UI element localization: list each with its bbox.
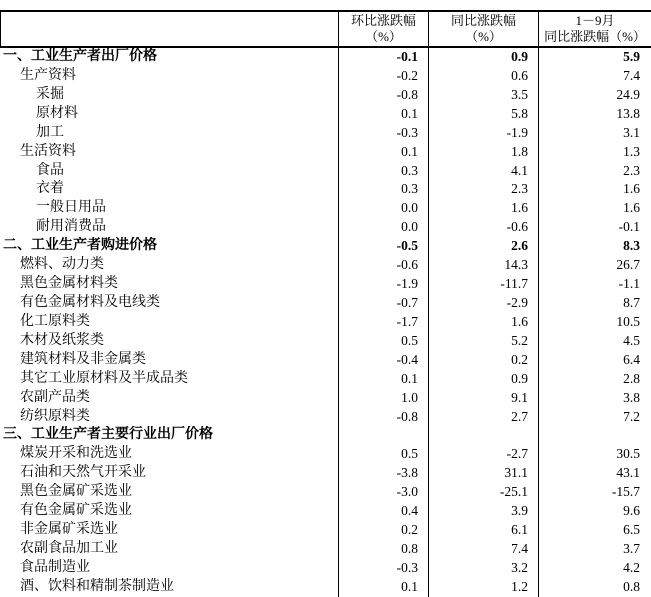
row-label: 农副食品加工业: [20, 540, 118, 556]
row-label: 一、工业生产者出厂价格: [3, 49, 157, 64]
table-row: [0, 370, 651, 389]
price-index-table: [0, 10, 651, 597]
cell-yoy: -2.9: [428, 294, 538, 313]
row-label: 采掘: [36, 86, 64, 102]
row-label: 耐用消费品: [36, 219, 106, 235]
cell-mom: 0.3: [338, 162, 428, 181]
table-row: [0, 445, 651, 464]
cell-yoy: 1.8: [428, 143, 538, 162]
cell-yoy: 9.1: [428, 389, 538, 408]
header-mom-line2: （%）: [365, 29, 402, 44]
cell-yoy: 0.9: [428, 370, 538, 389]
cell-yoy: 3.9: [428, 502, 538, 521]
table-row: [0, 389, 651, 408]
cell-ytd: -15.7: [538, 483, 651, 502]
cell-ytd: 3.7: [538, 540, 651, 559]
cell-mom: -3.8: [338, 464, 428, 483]
cell-mom: -0.5: [338, 237, 428, 256]
table-row: [0, 86, 651, 105]
cell-ytd: 4.5: [538, 332, 651, 351]
cell-yoy: 3.5: [428, 86, 538, 105]
cell-ytd: 8.7: [538, 294, 651, 313]
row-label: 原材料: [36, 105, 78, 121]
cell-ytd: -1.1: [538, 275, 651, 294]
cell-mom: 0.5: [338, 332, 428, 351]
cell-yoy: 5.8: [428, 105, 538, 124]
cell-ytd: 26.7: [538, 256, 651, 275]
cell-yoy: 2.3: [428, 180, 538, 199]
cell-yoy: 31.1: [428, 464, 538, 483]
header-yoy-change: [428, 12, 538, 46]
cell-yoy: 0.6: [428, 67, 538, 86]
row-label: 农副产品类: [20, 389, 90, 405]
row-label: 生产资料: [20, 67, 76, 83]
cell-ytd: 3.8: [538, 389, 651, 408]
cell-mom: 0.1: [338, 105, 428, 124]
cell-ytd: [538, 426, 651, 445]
cell-ytd: 7.2: [538, 408, 651, 427]
cell-ytd: 1.6: [538, 180, 651, 199]
row-label: 有色金属矿采选业: [20, 503, 132, 519]
cell-mom: 0.1: [338, 143, 428, 162]
header-yoy-line1: 同比涨跌幅: [450, 13, 516, 28]
table-row: [0, 199, 651, 218]
cell-ytd: 30.5: [538, 445, 651, 464]
table-row: [0, 313, 651, 332]
header-ytd-line1: 1－9月: [575, 13, 615, 28]
cell-yoy: 3.2: [428, 559, 538, 578]
cell-ytd: 4.2: [538, 559, 651, 578]
row-label: 化工原料类: [20, 313, 90, 329]
table-row: [0, 464, 651, 483]
row-label: 纺织原料类: [20, 408, 90, 424]
cell-mom: 0.0: [338, 218, 428, 237]
row-label: 一般日用品: [36, 200, 106, 216]
table-row: [0, 67, 651, 86]
table-body: [0, 48, 651, 597]
row-label: 食品制造业: [20, 559, 90, 575]
row-label: 食品: [36, 162, 64, 178]
cell-ytd: 43.1: [538, 464, 651, 483]
table-row: [0, 218, 651, 237]
table-row: [0, 294, 651, 313]
table-row: [0, 351, 651, 370]
header-mom-line1: 环比涨跌幅: [350, 13, 416, 28]
row-label: 三、工业生产者主要行业出厂价格: [3, 427, 213, 443]
cell-mom: 0.1: [338, 370, 428, 389]
row-label: 有色金属材料及电线类: [20, 294, 160, 310]
cell-yoy: 5.2: [428, 332, 538, 351]
cell-yoy: 2.7: [428, 408, 538, 427]
cell-yoy: 4.1: [428, 162, 538, 181]
row-label: 黑色金属矿采选业: [20, 484, 132, 500]
cell-ytd: 24.9: [538, 86, 651, 105]
cell-mom: 0.2: [338, 521, 428, 540]
cell-yoy: 1.6: [428, 313, 538, 332]
cell-mom: -0.1: [338, 48, 428, 67]
cell-yoy: 6.1: [428, 521, 538, 540]
cell-yoy: -25.1: [428, 483, 538, 502]
row-label: 生活资料: [20, 143, 76, 159]
table-row: [0, 483, 651, 502]
cell-mom: 0.3: [338, 180, 428, 199]
cell-ytd: 0.8: [538, 578, 651, 597]
table-row: [0, 48, 651, 67]
cell-yoy: -11.7: [428, 275, 538, 294]
table-row: [0, 105, 651, 124]
cell-yoy: 0.9: [428, 48, 538, 67]
row-label: 二、工业生产者购进价格: [3, 238, 157, 254]
cell-ytd: 10.5: [538, 313, 651, 332]
table-row: [0, 275, 651, 294]
row-label: 石油和天然气开采业: [20, 465, 146, 481]
cell-ytd: 8.3: [538, 237, 651, 256]
table-row: [0, 332, 651, 351]
cell-mom: 1.0: [338, 389, 428, 408]
cell-ytd: 9.6: [538, 502, 651, 521]
cell-mom: 0.0: [338, 199, 428, 218]
row-label: 加工: [36, 124, 64, 140]
table-row: [0, 408, 651, 427]
header-mom-change: [338, 12, 428, 46]
cell-yoy: 1.6: [428, 199, 538, 218]
header-category-cell: [0, 12, 338, 46]
cell-mom: -1.7: [338, 313, 428, 332]
header-ytd-change: [538, 12, 651, 46]
table-row: [0, 256, 651, 275]
row-label: 其它工业原材料及半成品类: [20, 370, 188, 386]
table-row: [0, 237, 651, 256]
cell-mom: -0.8: [338, 408, 428, 427]
table-row: [0, 162, 651, 181]
cell-yoy: -2.7: [428, 445, 538, 464]
cell-ytd: 6.4: [538, 351, 651, 370]
cell-mom: [338, 426, 428, 445]
row-label: 建筑材料及非金属类: [20, 351, 146, 367]
table-row: [0, 143, 651, 162]
cell-ytd: 3.1: [538, 124, 651, 143]
table-row: [0, 426, 651, 445]
cell-mom: -0.3: [338, 559, 428, 578]
cell-yoy: [428, 426, 538, 445]
row-label: 燃料、动力类: [20, 257, 104, 273]
cell-mom: -0.6: [338, 256, 428, 275]
cell-mom: 0.8: [338, 540, 428, 559]
cell-yoy: 2.6: [428, 237, 538, 256]
cell-ytd: 1.3: [538, 143, 651, 162]
table-header-row: [0, 12, 651, 48]
cell-ytd: 13.8: [538, 105, 651, 124]
cell-ytd: 5.9: [538, 48, 651, 67]
row-label: 煤炭开采和洗选业: [20, 446, 132, 462]
table-row: [0, 559, 651, 578]
cell-ytd: 6.5: [538, 521, 651, 540]
cell-ytd: 7.4: [538, 67, 651, 86]
table-row: [0, 578, 651, 597]
cell-mom: -0.8: [338, 86, 428, 105]
row-label: 非金属矿采选业: [20, 522, 118, 538]
row-label: 木材及纸浆类: [20, 332, 104, 348]
cell-mom: 0.4: [338, 502, 428, 521]
cell-mom: -0.2: [338, 67, 428, 86]
cell-ytd: 1.6: [538, 199, 651, 218]
cell-mom: 0.5: [338, 445, 428, 464]
cell-yoy: 1.2: [428, 578, 538, 597]
cell-ytd: 2.8: [538, 370, 651, 389]
row-label: 黑色金属材料类: [20, 276, 118, 292]
cell-mom: -3.0: [338, 483, 428, 502]
cell-yoy: -1.9: [428, 124, 538, 143]
cell-mom: -1.9: [338, 275, 428, 294]
row-label: 酒、饮料和精制茶制造业: [20, 578, 174, 594]
cell-yoy: 14.3: [428, 256, 538, 275]
table-row: [0, 502, 651, 521]
table-row: [0, 124, 651, 143]
cell-mom: -0.7: [338, 294, 428, 313]
cell-yoy: 7.4: [428, 540, 538, 559]
cell-yoy: -0.6: [428, 218, 538, 237]
header-yoy-line2: （%）: [465, 29, 502, 44]
cell-mom: 0.1: [338, 578, 428, 597]
header-ytd-line2: 同比涨跌幅（%）: [544, 29, 646, 44]
cell-mom: -0.4: [338, 351, 428, 370]
cell-mom: -0.3: [338, 124, 428, 143]
cell-ytd: -0.1: [538, 218, 651, 237]
table-row: [0, 180, 651, 199]
table-row: [0, 521, 651, 540]
cell-ytd: 2.3: [538, 162, 651, 181]
row-label: 衣着: [36, 181, 64, 197]
cell-yoy: 0.2: [428, 351, 538, 370]
table-row: [0, 540, 651, 559]
